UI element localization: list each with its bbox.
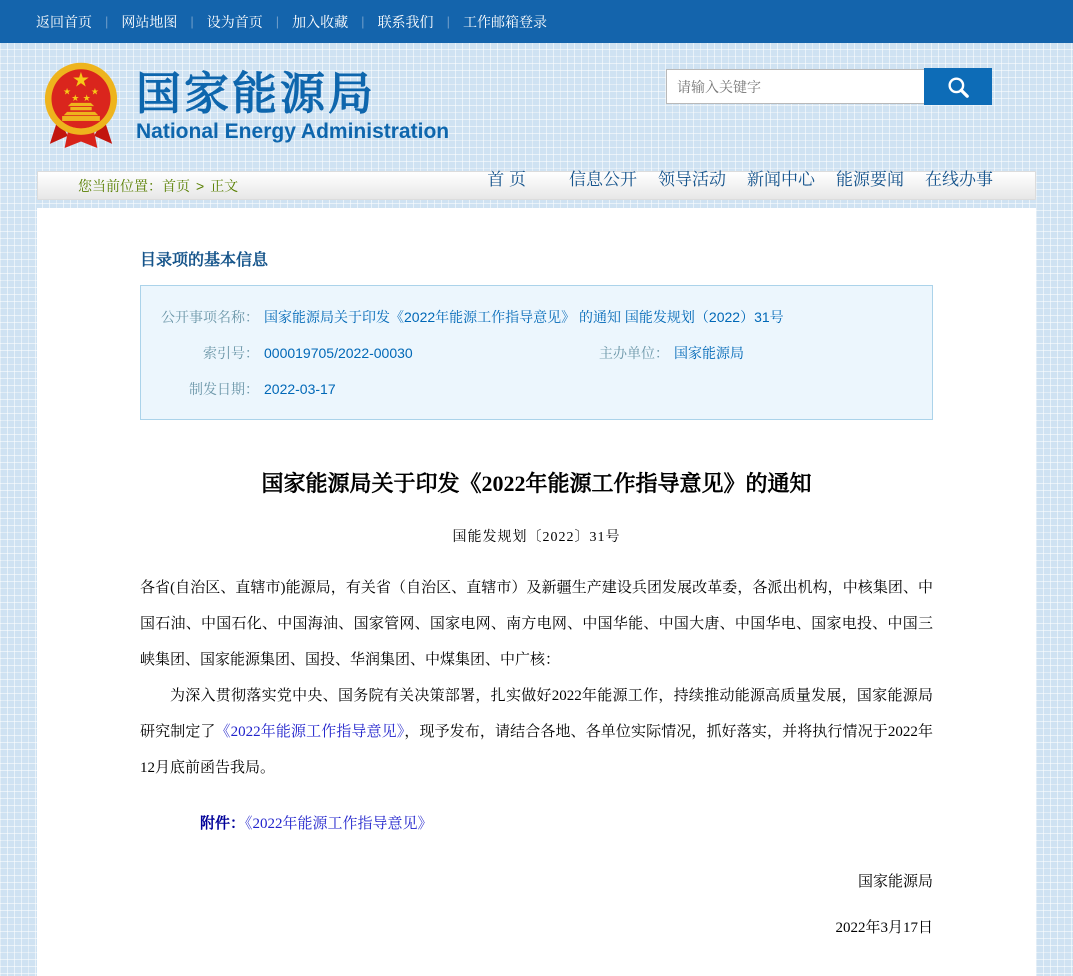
topbar-link-home[interactable]: 返回首页 [36, 13, 92, 30]
meta-value-issue-date: 2022-03-17 [264, 381, 336, 397]
svg-text:★: ★ [63, 86, 71, 96]
article [140, 469, 933, 946]
paragraph-main-post: ，现予发布，请结合各地、各单位实际情况，抓好落实，并将执行情况于2022年12月底前函告我局。 [140, 723, 933, 776]
site-logo[interactable] [40, 59, 449, 155]
breadcrumb-separator: > [196, 178, 205, 194]
topbar-link-mail-login[interactable]: 工作邮箱登录 [462, 13, 547, 30]
article-title: 国家能源局关于印发《2022年能源工作指导意见》的通知 [261, 471, 812, 496]
meta-info-box [140, 285, 933, 420]
paragraph-main [140, 678, 933, 786]
search-button[interactable] [924, 68, 992, 105]
nav-item-leadership[interactable]: 领导活动 [658, 170, 726, 189]
breadcrumb-home-link[interactable]: 首页 [162, 178, 190, 194]
topbar-link-sitemap[interactable]: 网站地图 [121, 13, 178, 30]
attachment-link[interactable]: 《2022年能源工作指导意见》 [245, 815, 433, 832]
nav-item-online-service[interactable]: 在线办事 [925, 170, 993, 189]
meta-row-title [141, 299, 932, 335]
guideline-inline-link[interactable]: 《2022年能源工作指导意见》 [215, 723, 405, 740]
nav-item-energy-news[interactable]: 能源要闻 [836, 170, 904, 189]
svg-text:★: ★ [91, 86, 99, 96]
search-input[interactable] [666, 69, 924, 104]
nav-item-news-center[interactable]: 新闻中心 [747, 170, 815, 189]
svg-text:★: ★ [71, 93, 79, 103]
attachment-label: 附件： [200, 814, 246, 832]
meta-value-index-number: 000019705/2022-00030 [264, 345, 413, 361]
paragraph-recipients: 各省(自治区、直辖市)能源局，有关省（自治区、直辖市）及新疆生产建设兵团发展改革委，各派出机构，中核集团、中国石油、中国石化、中国海油、国家管网、国家电网、南方电网、中国华能、中国大唐、中国华电、国家电投、中国三峡集团、国家能源集团、国投、华润集团、中煤集团、中广核： [140, 579, 933, 668]
breadcrumb-current-link[interactable]: 正文 [210, 178, 239, 194]
top-utility-bar [0, 0, 1073, 43]
topbar-link-contact[interactable]: 联系我们 [377, 13, 434, 30]
site-title [136, 70, 449, 143]
meta-section-heading: 目录项的基本信息 [140, 252, 269, 269]
separator: | [105, 14, 109, 29]
document-number: 国能发规划〔2022〕31号 [452, 529, 621, 545]
meta-label-host-unit: 主办单位： [599, 345, 669, 361]
signature-date: 2022年3月17日 [835, 919, 933, 936]
nav-item-home[interactable]: 首 页 [487, 170, 526, 189]
topbar-link-set-homepage[interactable]: 设为首页 [206, 13, 263, 30]
separator: | [446, 14, 450, 29]
separator: | [190, 14, 194, 29]
meta-label-issue-date: 制发日期： [189, 381, 259, 397]
search-bar [666, 69, 992, 105]
signature-agency: 国家能源局 [857, 873, 933, 890]
meta-label-item-name: 公开事项名称： [161, 309, 259, 325]
meta-row-index [141, 335, 932, 371]
national-emblem-icon [40, 59, 122, 155]
main-navigation [487, 165, 993, 190]
search-icon [945, 74, 971, 100]
meta-value-host-unit: 国家能源局 [674, 345, 744, 361]
attachment-line [200, 806, 933, 842]
site-name-cn: 国家能源局 [136, 68, 377, 120]
nav-item-info-disclosure[interactable]: 信息公开 [569, 170, 637, 189]
meta-value-item-name: 国家能源局关于印发《2022年能源工作指导意见》 的通知 国能发规划（2022）31号 [264, 309, 784, 325]
content-panel [37, 208, 1036, 976]
separator: | [275, 14, 280, 29]
paragraph-main-pre: 为深入贯彻落实党中央、国务院有关决策部署，扎实做好2022年能源工作，持续推动能源高质量发展，国家能源局研究制定了 [140, 687, 933, 740]
signature-block [140, 864, 933, 946]
svg-text:★: ★ [72, 71, 90, 90]
meta-label-index-number: 索引号： [203, 345, 259, 361]
separator: | [361, 14, 365, 29]
breadcrumb-prefix: 您当前位置： [78, 178, 162, 194]
svg-text:★: ★ [83, 93, 91, 103]
topbar-link-favorites[interactable]: 加入收藏 [292, 13, 349, 30]
article-body [140, 570, 933, 786]
site-name-en: National Energy Administration [136, 119, 450, 143]
meta-row-issue-date [141, 371, 932, 407]
